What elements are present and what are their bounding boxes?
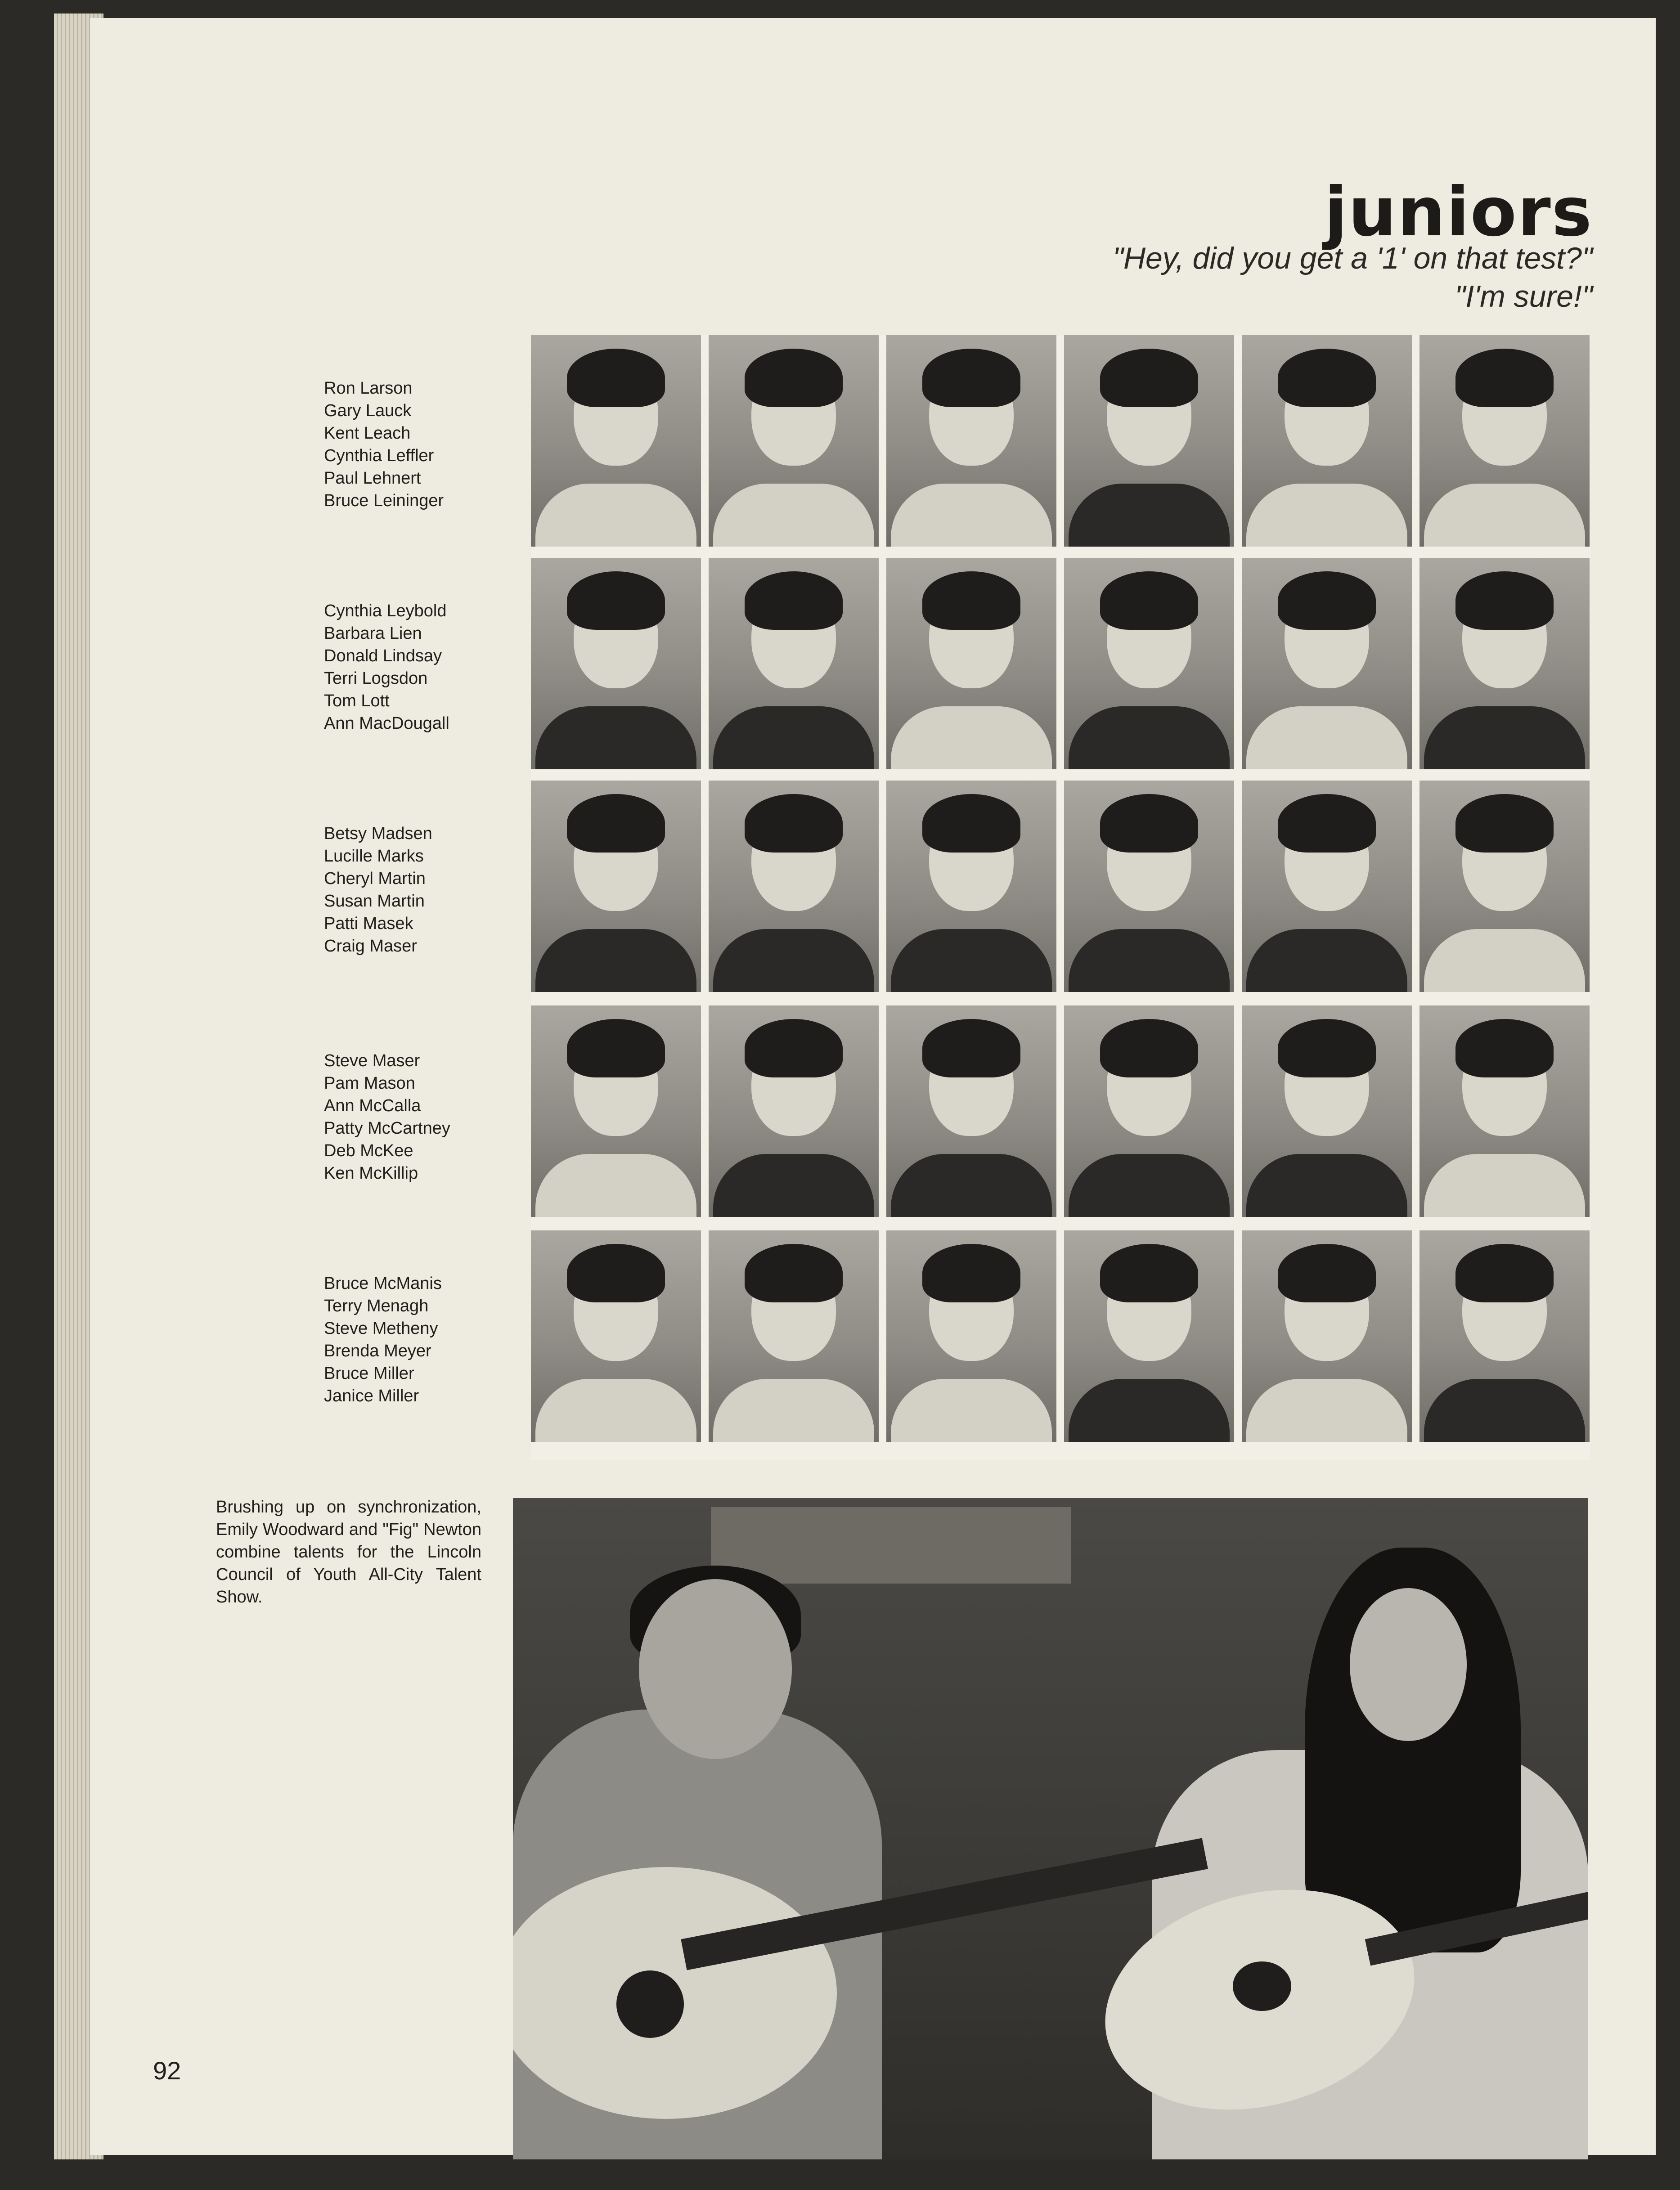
photo-caption: Brushing up on synchronization, Emily Woodward and "Fig" Newton combine talents for the Lincoln Council of Youth All-City Talent Show. xyxy=(216,1498,481,1607)
portrait-photo xyxy=(709,781,879,992)
portrait-photo xyxy=(886,1230,1056,1442)
portrait-photo xyxy=(531,558,701,769)
portrait-photo xyxy=(1242,558,1412,769)
portrait-photo xyxy=(1419,558,1590,769)
row-5-name-list xyxy=(324,1272,513,1407)
student-name: Bruce McManis xyxy=(324,1274,442,1293)
student-name: Bruce Miller xyxy=(324,1364,414,1383)
student-name: Lucille Marks xyxy=(324,847,424,866)
portrait-photo xyxy=(886,335,1056,547)
student-name: Ken McKillip xyxy=(324,1164,418,1183)
row-3-name-list xyxy=(324,822,513,957)
portrait-photo xyxy=(709,1230,879,1442)
section-title: juniors xyxy=(1324,173,1593,251)
student-name: Gary Lauck xyxy=(324,401,412,420)
student-name: Terry Menagh xyxy=(324,1297,429,1315)
portrait-photo xyxy=(1242,1005,1412,1217)
row-4-name-list xyxy=(324,1050,513,1185)
portrait-photo xyxy=(1242,781,1412,992)
row-1-name-list xyxy=(324,377,513,512)
student-name: Ann McCalla xyxy=(324,1096,421,1115)
student-name: Pam Mason xyxy=(324,1074,415,1093)
portrait-photo xyxy=(1064,558,1234,769)
portrait-photo xyxy=(1064,781,1234,992)
student-name: Tom Lott xyxy=(324,691,390,710)
portrait-photo xyxy=(1419,1230,1590,1442)
student-name: Susan Martin xyxy=(324,892,425,911)
portrait-photo xyxy=(709,1005,879,1217)
portrait-photo xyxy=(886,1005,1056,1217)
student-name: Paul Lehnert xyxy=(324,469,421,488)
portrait-grid xyxy=(531,335,1590,1460)
portrait-photo xyxy=(531,335,701,547)
portrait-photo xyxy=(1419,781,1590,992)
student-name: Bruce Leininger xyxy=(324,491,444,510)
student-name: Cynthia Leybold xyxy=(324,601,447,620)
student-name: Donald Lindsay xyxy=(324,646,442,665)
student-name: Patty McCartney xyxy=(324,1119,450,1138)
page-number: 92 xyxy=(153,2056,181,2085)
portrait-photo xyxy=(1064,335,1234,547)
portrait-photo xyxy=(886,781,1056,992)
portrait-photo xyxy=(1419,335,1590,547)
portrait-photo xyxy=(709,558,879,769)
portrait-photo xyxy=(709,335,879,547)
student-name: Barbara Lien xyxy=(324,624,422,643)
row-2-name-list xyxy=(324,600,513,735)
student-name: Ron Larson xyxy=(324,379,413,398)
student-name: Steve Maser xyxy=(324,1051,420,1070)
portrait-photo xyxy=(531,1230,701,1442)
portrait-photo xyxy=(1064,1230,1234,1442)
student-name: Kent Leach xyxy=(324,424,411,443)
portrait-photo xyxy=(1242,335,1412,547)
student-name: Cheryl Martin xyxy=(324,869,426,888)
portrait-photo xyxy=(886,558,1056,769)
student-name: Steve Metheny xyxy=(324,1319,438,1338)
portrait-photo xyxy=(531,1005,701,1217)
section-quote-line-2: "I'm sure!" xyxy=(1455,279,1593,314)
portrait-photo xyxy=(1419,1005,1590,1217)
student-name: Brenda Meyer xyxy=(324,1342,431,1360)
student-name: Craig Maser xyxy=(324,937,417,956)
student-name: Deb McKee xyxy=(324,1141,413,1160)
student-name: Janice Miller xyxy=(324,1387,419,1405)
portrait-photo xyxy=(531,781,701,992)
student-name: Betsy Madsen xyxy=(324,824,432,843)
student-name: Ann MacDougall xyxy=(324,714,449,733)
student-name: Cynthia Leffler xyxy=(324,446,434,465)
guitar-duet-photo xyxy=(513,1498,1588,2159)
student-name: Terri Logsdon xyxy=(324,669,428,688)
portrait-photo xyxy=(1242,1230,1412,1442)
section-quote-line-1: "Hey, did you get a '1' on that test?" xyxy=(1112,241,1593,275)
portrait-photo xyxy=(1064,1005,1234,1217)
student-name: Patti Masek xyxy=(324,914,413,933)
